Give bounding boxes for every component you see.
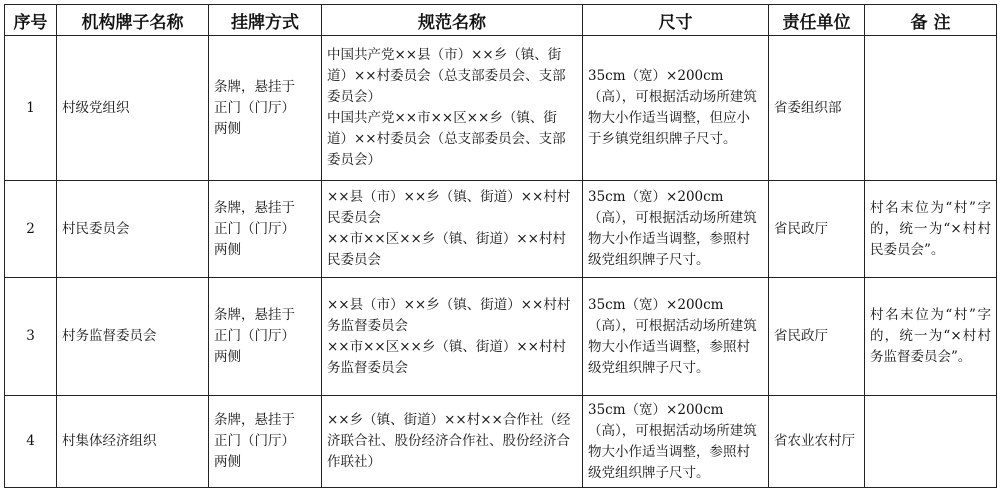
cell-hang-text: 条牌，悬挂于 正门（门厅） 两侧: [214, 78, 295, 137]
signboard-table: [4, 4, 997, 488]
cell-spec-text: ××县（市）××乡（镇、街道）××村村务监督委员会 ××市××区××乡（镇、街道）××村村务监督委员会: [327, 296, 571, 376]
cell-name: 村集体经济组织: [57, 396, 209, 488]
cell-spec: [322, 181, 583, 278]
header-unit: 责任单位: [769, 5, 865, 36]
cell-size: 35cm（宽）×200cm（高），可根据活动场所建筑物大小作适当调整，参照村级党组织牌子尺寸。: [583, 396, 769, 488]
cell-no: 1: [5, 36, 57, 181]
cell-note: [865, 36, 997, 181]
cell-size: 35cm（宽）×200cm（高），可根据活动场所建筑物大小作适当调整，参照村级党组织牌子尺寸。: [583, 181, 769, 278]
cell-hang: [209, 278, 322, 396]
cell-note: 村名末位为“村”字的，统一为“×村村民委员会”。: [865, 181, 997, 278]
cell-spec-text: ××乡（镇、街道）××村××合作社（经济联合社、股份经济合作社、股份经济合作联社）: [327, 412, 571, 470]
cell-unit: 省民政厅: [769, 181, 865, 278]
cell-size: 35cm（宽）×200cm（高），可根据活动场所建筑物大小作适当调整，但应小于乡镇党组织牌子尺寸。: [583, 36, 769, 181]
cell-spec: [322, 36, 583, 181]
cell-unit: 省民政厅: [769, 278, 865, 396]
cell-hang: [209, 396, 322, 488]
header-hang: 挂牌方式: [209, 5, 322, 36]
cell-hang: [209, 181, 322, 278]
cell-spec-text: 中国共产党××县（市）××乡（镇、街道）××村委员会（总支部委员会、支部委员会） 中国共产党××市××区××乡（镇、街道）××村委员会（总支部委员会、支部委员会）: [327, 47, 566, 168]
cell-no: 3: [5, 278, 57, 396]
header-name: 机构牌子名称: [57, 5, 209, 36]
cell-name: 村务监督委员会: [57, 278, 209, 396]
cell-hang: [209, 36, 322, 181]
cell-no: 2: [5, 181, 57, 278]
cell-note: 村名末位为“村”字的，统一为“×村村务监督委员会”。: [865, 278, 997, 396]
header-size: 尺寸: [583, 5, 769, 36]
cell-spec-text: ××县（市）××乡（镇、街道）××村村民委员会 ××市××区××乡（镇、街道）××村村民委员会: [327, 189, 571, 268]
cell-note: [865, 396, 997, 488]
header-note: 备 注: [865, 5, 997, 36]
table-row: [5, 36, 997, 181]
cell-hang-text: 条牌，悬挂于 正门（门厅） 两侧: [214, 199, 295, 258]
header-no: 序号: [5, 5, 57, 36]
cell-unit: 省委组织部: [769, 36, 865, 181]
cell-name: 村级党组织: [57, 36, 209, 181]
cell-name: 村民委员会: [57, 181, 209, 278]
cell-spec: [322, 396, 583, 488]
cell-unit: 省农业农村厅: [769, 396, 865, 488]
table-row: [5, 181, 997, 278]
cell-spec: [322, 278, 583, 396]
cell-size: 35cm（宽）×200cm（高），可根据活动场所建筑物大小作适当调整，参照村级党组织牌子尺寸。: [583, 278, 769, 396]
cell-hang-text: 条牌，悬挂于 正门（门厅） 两侧: [214, 412, 295, 470]
header-spec: 规范名称: [322, 5, 583, 36]
table-row: [5, 396, 997, 488]
cell-no: 4: [5, 396, 57, 488]
table-header-row: [5, 5, 997, 36]
cell-hang-text: 条牌，悬挂于 正门（门厅） 两侧: [214, 307, 295, 365]
table-row: [5, 278, 997, 396]
